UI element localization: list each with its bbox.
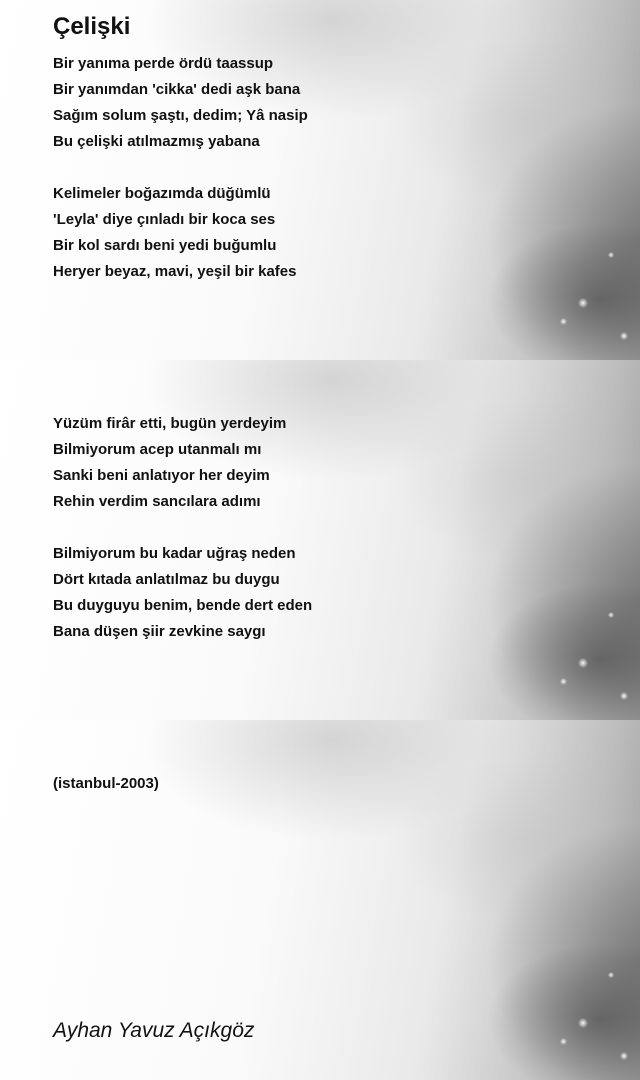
sparkle-decoration — [620, 1052, 628, 1060]
sparkle-decoration — [578, 298, 588, 308]
sparkle-decoration — [578, 658, 588, 668]
sparkle-decoration — [560, 318, 567, 325]
stanza-3 — [53, 411, 286, 515]
poem-line: Heryer beyaz, mavi, yeşil bir kafes — [53, 263, 297, 280]
poem-panel-1 — [0, 0, 640, 360]
poem-line: 'Leyla' diye çınladı bir koca ses — [53, 211, 276, 228]
poem-line: Bir yanımdan 'cikka' dedi aşk bana — [53, 81, 301, 98]
stanza-2 — [53, 181, 296, 285]
poem-line: Kelimeler boğazımda düğümlü — [53, 185, 271, 202]
poem-line: Sağım solum şaştı, dedim; Yâ nasip — [53, 107, 308, 124]
poem-line: Bilmiyorum bu kadar uğraş neden — [53, 545, 296, 562]
sparkle-decoration — [560, 1038, 567, 1045]
sparkle-decoration — [578, 1018, 588, 1028]
sparkle-decoration — [608, 972, 614, 978]
poem-line: Bana düşen şiir zevkine saygı — [53, 623, 266, 640]
poem-line: Bilmiyorum acep utanmalı mı — [53, 441, 262, 458]
sparkle-decoration — [620, 332, 628, 340]
stanza-4 — [53, 541, 312, 645]
poem-line: Bu duyguyu benim, bende dert eden — [53, 597, 313, 614]
poem-panel-2 — [0, 360, 640, 720]
poem-line: Rehin verdim sancılara adımı — [53, 493, 261, 510]
sparkle-decoration — [560, 678, 567, 685]
sparkle-decoration — [620, 692, 628, 700]
place-date: (istanbul-2003) — [53, 775, 159, 792]
author-name: Ayhan Yavuz Açıkgöz — [53, 1019, 255, 1042]
poem-line: Bir yanıma perde ördü taassup — [53, 55, 274, 72]
sparkle-decoration — [608, 612, 614, 618]
poem-line: Yüzüm firâr etti, bugün yerdeyim — [53, 415, 287, 432]
sparkle-decoration — [608, 252, 614, 258]
poem-panel-3 — [0, 720, 640, 1080]
poem-line: Dört kıtada anlatılmaz bu duygu — [53, 571, 280, 588]
poem-title: Çelişki — [53, 13, 131, 40]
poem-line: Bu çelişki atılmazmış yabana — [53, 133, 260, 150]
poem-line: Bir kol sardı beni yedi buğumlu — [53, 237, 277, 254]
poem-line: Sanki beni anlatıyor her deyim — [53, 467, 270, 484]
stanza-1 — [53, 51, 308, 155]
